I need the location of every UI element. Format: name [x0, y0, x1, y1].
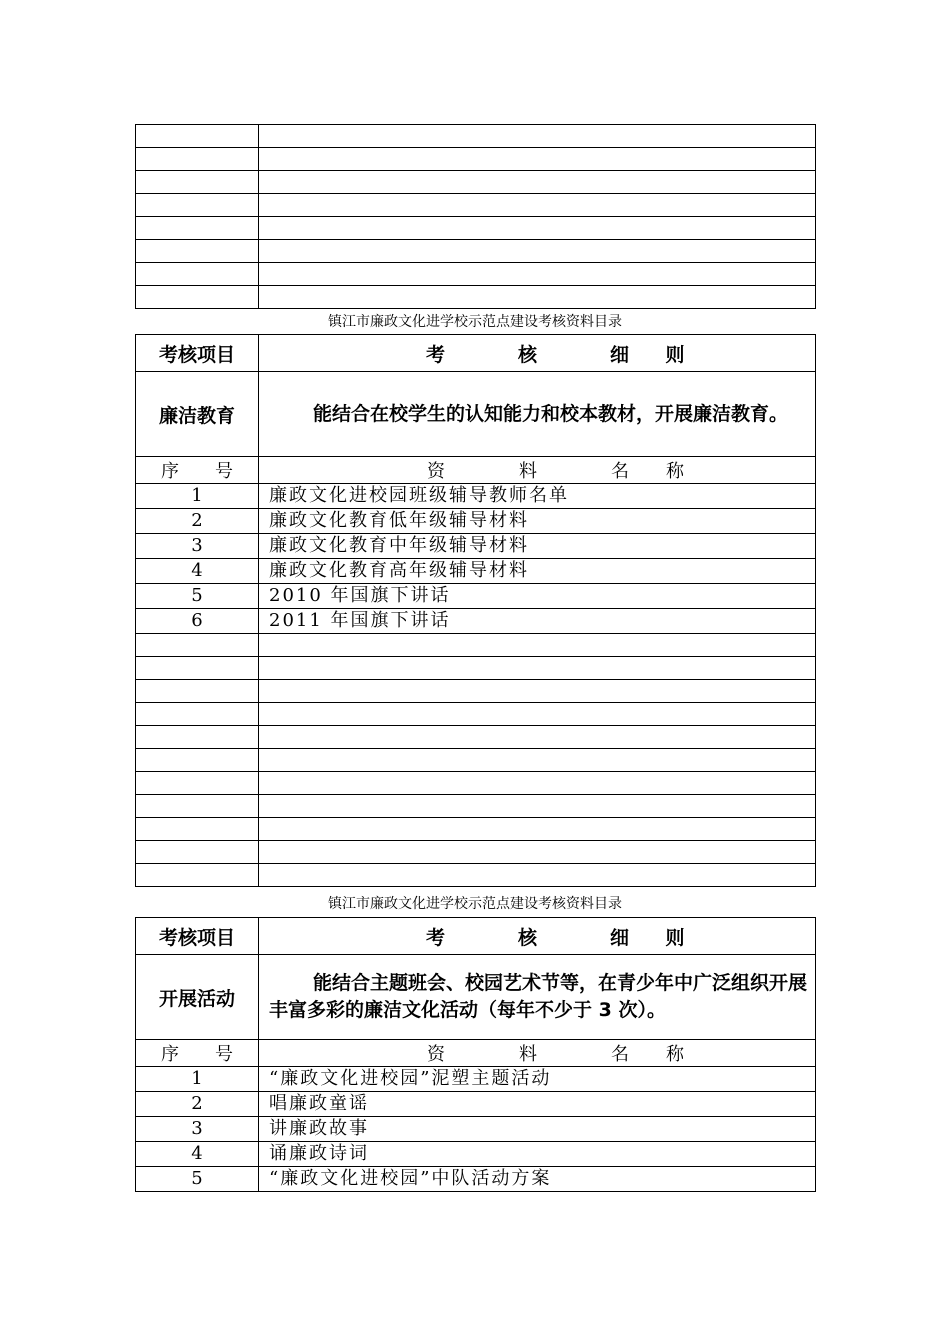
- blank-cell: [136, 240, 259, 263]
- detail-header-char: 则: [665, 926, 685, 949]
- blank-cell: [259, 841, 816, 864]
- name-header-char: 资: [427, 461, 445, 482]
- name-header-char: 料: [519, 461, 537, 482]
- blank-cell: [259, 125, 816, 148]
- blank-cell: [259, 864, 816, 887]
- seq-cell: 6: [136, 609, 259, 634]
- seq-cell: 2: [136, 1092, 259, 1117]
- seq-header-char: 号: [215, 1044, 233, 1065]
- name-header-char: 名: [611, 461, 629, 482]
- name-header-char: 资: [427, 1044, 445, 1065]
- blank-row: [136, 194, 816, 217]
- detail-header-char: 核: [517, 926, 537, 949]
- detail-header-cell: [259, 335, 816, 372]
- table-row: [136, 1142, 816, 1167]
- material-name-cell: 廉政文化教育低年级辅导材料: [259, 509, 816, 534]
- blank-row: [136, 795, 816, 818]
- seq-cell: 3: [136, 1117, 259, 1142]
- blank-cell: [136, 772, 259, 795]
- blank-row: [136, 772, 816, 795]
- blank-cell: [259, 749, 816, 772]
- blank-row: [136, 171, 816, 194]
- table-row: [136, 1067, 816, 1092]
- criterion-cell: 能结合在校学生的认知能力和校本教材，开展廉洁教育。: [259, 372, 816, 457]
- seq-cell: 1: [136, 1067, 259, 1092]
- item-name-cell: 开展活动: [136, 955, 259, 1040]
- item-name-cell: 廉洁教育: [136, 372, 259, 457]
- blank-cell: [136, 749, 259, 772]
- blank-row: [136, 148, 816, 171]
- seq-cell: 3: [136, 534, 259, 559]
- blank-cell: [136, 841, 259, 864]
- blank-cell: [259, 148, 816, 171]
- blank-cell: [136, 171, 259, 194]
- material-name-cell: 廉政文化进校园班级辅导教师名单: [259, 484, 816, 509]
- material-name-cell: 廉政文化教育中年级辅导材料: [259, 534, 816, 559]
- blank-cell: [259, 726, 816, 749]
- top-blank-table: [135, 124, 816, 309]
- detail-header-char: 核: [517, 343, 537, 366]
- material-name-cell: “廉政文化进校园”泥塑主题活动: [259, 1067, 816, 1092]
- blank-cell: [136, 680, 259, 703]
- blank-row: [136, 726, 816, 749]
- blank-cell: [136, 818, 259, 841]
- table-row: [136, 609, 816, 634]
- name-header-char: 称: [666, 1044, 684, 1065]
- blank-cell: [259, 657, 816, 680]
- seq-cell: 4: [136, 1142, 259, 1167]
- blank-row: [136, 240, 816, 263]
- blank-cell: [136, 194, 259, 217]
- table-row: [136, 509, 816, 534]
- seq-header-char: 号: [215, 461, 233, 482]
- blank-cell: [259, 171, 816, 194]
- section-1-subheader-row: [136, 457, 816, 484]
- blank-cell: [259, 680, 816, 703]
- material-name-cell: 唱廉政童谣: [259, 1092, 816, 1117]
- blank-cell: [259, 634, 816, 657]
- item-header-cell: 考核项目: [136, 918, 259, 955]
- blank-cell: [136, 864, 259, 887]
- blank-cell: [259, 286, 816, 309]
- blank-row: [136, 818, 816, 841]
- name-header-cell: [259, 457, 816, 484]
- seq-cell: 4: [136, 559, 259, 584]
- blank-row: [136, 703, 816, 726]
- section-1-caption: 镇江市廉政文化进学校示范点建设考核资料目录: [328, 314, 622, 330]
- blank-cell: [136, 125, 259, 148]
- blank-row: [136, 286, 816, 309]
- section-2-caption: 镇江市廉政文化进学校示范点建设考核资料目录: [328, 896, 622, 912]
- detail-header-cell: [259, 918, 816, 955]
- item-header-cell: 考核项目: [136, 335, 259, 372]
- section-1-criterion-row: [136, 372, 816, 457]
- section-2-subheader-row: [136, 1040, 816, 1067]
- name-header-cell: [259, 1040, 816, 1067]
- detail-header-char: 细: [609, 343, 629, 366]
- table-row: [136, 559, 816, 584]
- blank-cell: [136, 795, 259, 818]
- material-name-cell: 诵廉政诗词: [259, 1142, 816, 1167]
- blank-row: [136, 263, 816, 286]
- blank-row: [136, 841, 816, 864]
- blank-row: [136, 864, 816, 887]
- section-1-header-row: [136, 335, 816, 372]
- blank-cell: [136, 634, 259, 657]
- blank-cell: [136, 263, 259, 286]
- table-row: [136, 484, 816, 509]
- blank-row: [136, 217, 816, 240]
- blank-cell: [136, 217, 259, 240]
- blank-cell: [259, 217, 816, 240]
- material-name-cell: 2011 年国旗下讲话: [259, 609, 816, 634]
- blank-cell: [136, 148, 259, 171]
- blank-row: [136, 657, 816, 680]
- detail-header-char: 考: [425, 343, 445, 366]
- detail-header-char: 则: [665, 343, 685, 366]
- blank-cell: [259, 818, 816, 841]
- blank-cell: [136, 286, 259, 309]
- section-2-table: [135, 917, 816, 1192]
- section-2-criterion-row: [136, 955, 816, 1040]
- section-2-header-row: [136, 918, 816, 955]
- criterion-cell: 能结合主题班会、校园艺术节等，在青少年中广泛组织开展丰富多彩的廉洁文化活动（每年不少于 3 次）。: [259, 955, 816, 1040]
- blank-cell: [136, 703, 259, 726]
- blank-cell: [259, 194, 816, 217]
- blank-cell: [136, 657, 259, 680]
- seq-header-cell: [136, 457, 259, 484]
- seq-cell: 1: [136, 484, 259, 509]
- detail-header-char: 细: [609, 926, 629, 949]
- blank-row: [136, 125, 816, 148]
- material-name-cell: 讲廉政故事: [259, 1117, 816, 1142]
- seq-cell: 2: [136, 509, 259, 534]
- name-header-char: 料: [519, 1044, 537, 1065]
- blank-cell: [259, 772, 816, 795]
- seq-header-cell: [136, 1040, 259, 1067]
- seq-header-char: 序: [161, 461, 179, 482]
- blank-cell: [136, 726, 259, 749]
- name-header-char: 称: [666, 461, 684, 482]
- section-1-table: [135, 334, 816, 887]
- blank-cell: [259, 240, 816, 263]
- seq-header-char: 序: [161, 1044, 179, 1065]
- table-row: [136, 1092, 816, 1117]
- table-row: [136, 1117, 816, 1142]
- blank-cell: [259, 795, 816, 818]
- name-header-char: 名: [611, 1044, 629, 1065]
- blank-row: [136, 634, 816, 657]
- blank-cell: [259, 703, 816, 726]
- blank-row: [136, 749, 816, 772]
- detail-header-char: 考: [425, 926, 445, 949]
- material-name-cell: 2010 年国旗下讲话: [259, 584, 816, 609]
- table-row: [136, 534, 816, 559]
- blank-cell: [259, 263, 816, 286]
- material-name-cell: 廉政文化教育高年级辅导材料: [259, 559, 816, 584]
- table-row: [136, 584, 816, 609]
- seq-cell: 5: [136, 584, 259, 609]
- blank-row: [136, 680, 816, 703]
- table-row: [136, 1167, 816, 1192]
- material-name-cell: “廉政文化进校园”中队活动方案: [259, 1167, 816, 1192]
- seq-cell: 5: [136, 1167, 259, 1192]
